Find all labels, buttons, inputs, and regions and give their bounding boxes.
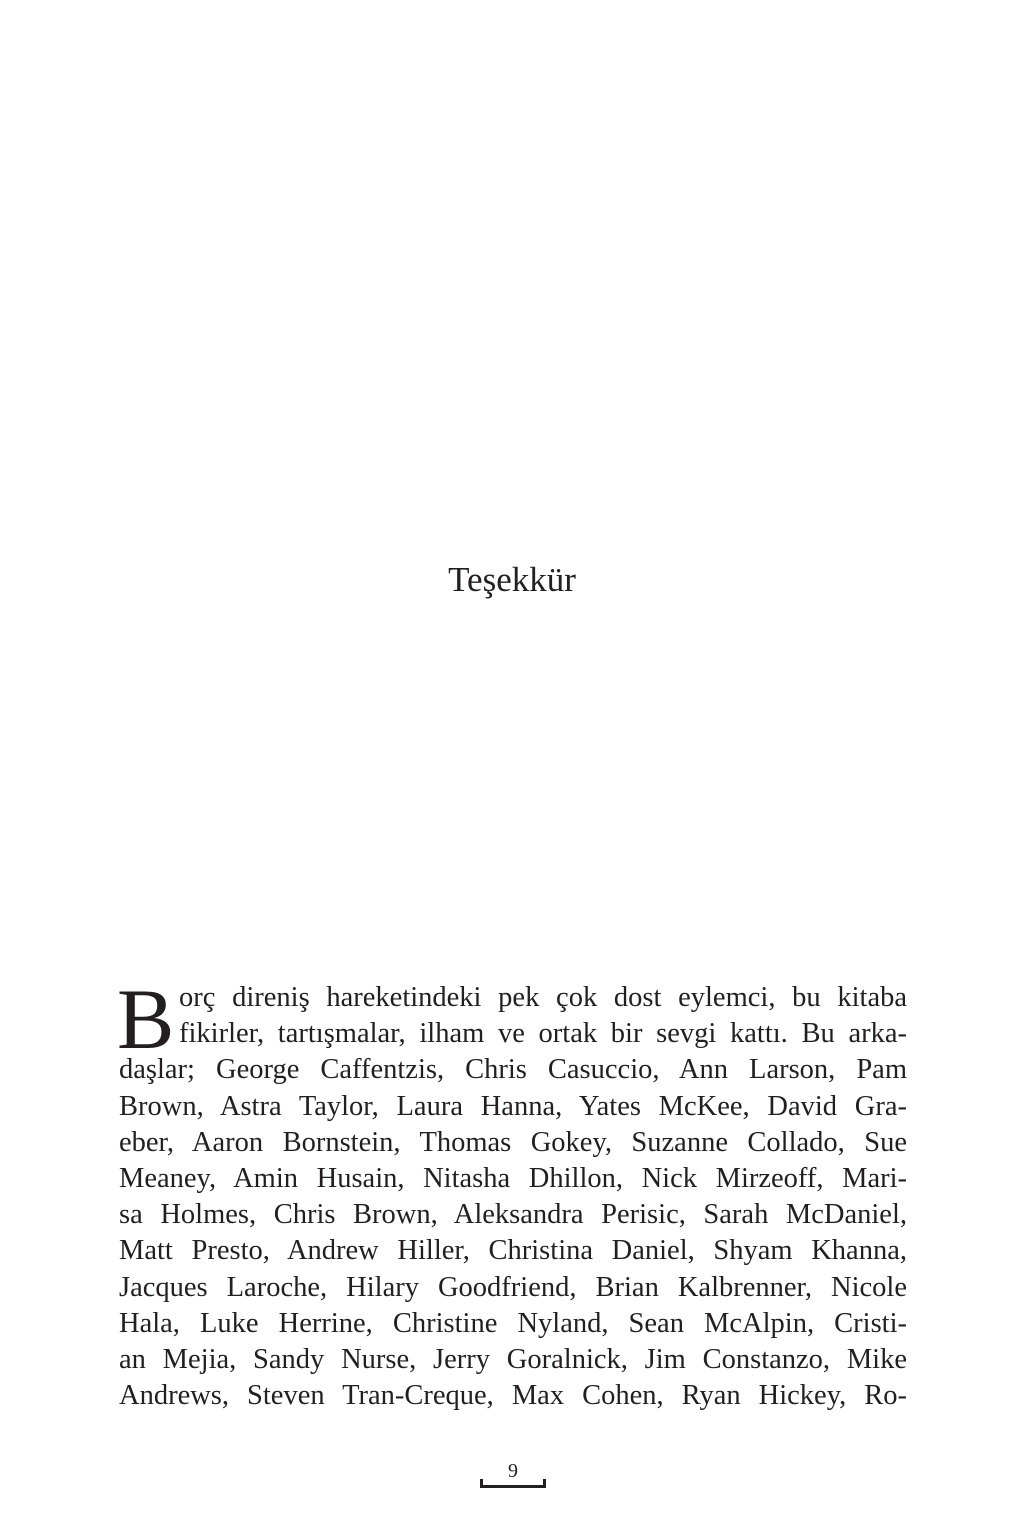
page-footer (480, 1458, 546, 1498)
text-line: an Mejia, Sandy Nurse, Jerry Goralnick, Jim Constanzo, Mike (119, 1344, 907, 1376)
page-number: 9 (508, 1460, 518, 1482)
acknowledgements-paragraph (117, 971, 907, 1414)
footer-rule (480, 1485, 546, 1488)
text-line: daşlar; George Caffentzis, Chris Casuccio, Ann Larson, Pam (119, 1054, 907, 1086)
text-line: orç direniş hareketindeki pek çok dost eylemci, bu kitaba (179, 982, 907, 1013)
text-line: Hala, Luke Herrine, Christine Nyland, Sean McAlpin, Cristi- (119, 1307, 907, 1339)
text-line: Andrews, Steven Tran-Creque, Max Cohen, Ryan Hickey, Ro- (119, 1380, 907, 1412)
text-line: Brown, Astra Taylor, Laura Hanna, Yates McKee, David Gra- (119, 1090, 907, 1122)
text-line: Jacques Laroche, Hilary Goodfriend, Brian Kalbrenner, Nicole (119, 1271, 907, 1303)
chapter-title: Teşekkür (448, 560, 576, 599)
drop-cap: B (117, 971, 175, 1067)
text-line: Meaney, Amin Husain, Nitasha Dhillon, Nick Mirzeoff, Mari- (119, 1163, 907, 1195)
text-line: sa Holmes, Chris Brown, Aleksandra Perisic, Sarah McDaniel, (119, 1199, 907, 1231)
text-line: Matt Presto, Andrew Hiller, Christina Daniel, Shyam Khanna, (119, 1235, 907, 1267)
text-line: fikirler, tartışmalar, ilham ve ortak bir sevgi kattı. Bu arka- (179, 1018, 907, 1050)
footer-rule-right-tick (543, 1479, 546, 1487)
text-line: eber, Aaron Bornstein, Thomas Gokey, Suzanne Collado, Sue (119, 1126, 907, 1158)
